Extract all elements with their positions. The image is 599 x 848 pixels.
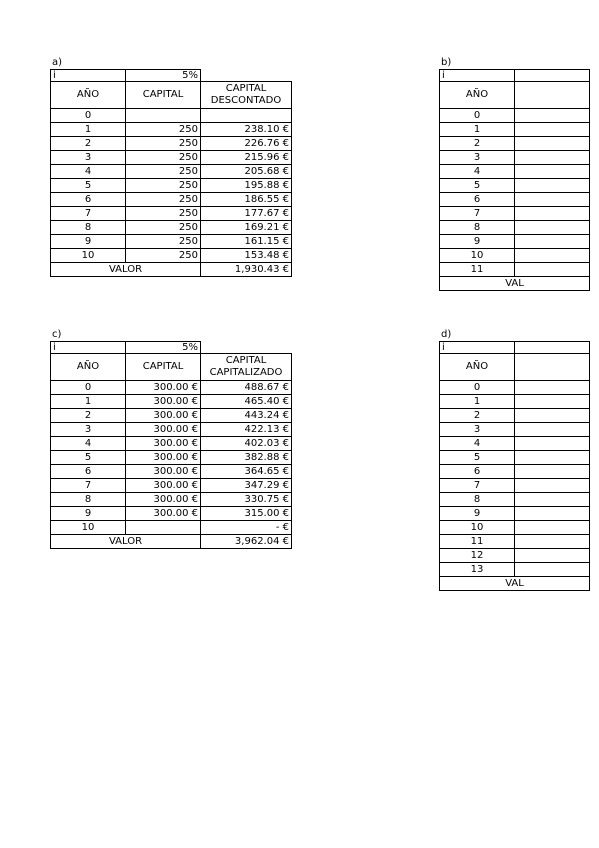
total-label: VALOR xyxy=(51,263,201,277)
table-row xyxy=(51,423,292,437)
value-cell: 169.21 € xyxy=(201,221,292,235)
table-row xyxy=(440,451,590,465)
table-row xyxy=(440,179,590,193)
table-d-clip xyxy=(439,341,524,611)
year-cell: 0 xyxy=(51,381,126,395)
column-header-capital: CAPITAL xyxy=(126,82,201,109)
table-row xyxy=(51,165,292,179)
capital-cell: 250 xyxy=(126,151,201,165)
value-cell: 488.67 € xyxy=(201,381,292,395)
capital-cell: 250 xyxy=(126,249,201,263)
value-cell: 177.67 € xyxy=(201,207,292,221)
table-c xyxy=(50,341,292,549)
table-row xyxy=(440,381,590,395)
capital-cell: 250 xyxy=(126,193,201,207)
year-cell: 9 xyxy=(51,507,126,521)
year-cell: 1 xyxy=(51,395,126,409)
capital-cell xyxy=(515,263,590,277)
value-cell: 205.68 € xyxy=(201,165,292,179)
capital-cell xyxy=(515,423,590,437)
capital-cell: 300.00 € xyxy=(126,479,201,493)
table-row xyxy=(51,493,292,507)
table-row xyxy=(51,451,292,465)
empty-cell xyxy=(201,70,292,82)
table-row xyxy=(440,507,590,521)
year-cell: 2 xyxy=(440,137,515,151)
total-row xyxy=(51,263,292,277)
table-row xyxy=(440,549,590,563)
capital-cell xyxy=(515,207,590,221)
table-row xyxy=(440,563,590,577)
rate-row xyxy=(440,70,590,82)
table-row xyxy=(51,521,292,535)
capital-cell xyxy=(515,521,590,535)
capital-cell: 300.00 € xyxy=(126,507,201,521)
year-cell: 8 xyxy=(440,493,515,507)
capital-cell: 250 xyxy=(126,165,201,179)
total-row xyxy=(440,577,590,591)
value-cell: 382.88 € xyxy=(201,451,292,465)
column-header-year: AÑO xyxy=(440,82,515,109)
year-cell: 0 xyxy=(440,381,515,395)
year-cell: 9 xyxy=(51,235,126,249)
year-cell: 4 xyxy=(440,165,515,179)
year-cell: 8 xyxy=(51,221,126,235)
year-cell: 2 xyxy=(51,137,126,151)
value-cell: 402.03 € xyxy=(201,437,292,451)
capital-cell xyxy=(515,493,590,507)
year-cell: 1 xyxy=(440,123,515,137)
column-header-year: AÑO xyxy=(51,354,126,381)
rate-label: i xyxy=(440,70,515,82)
value-cell: 422.13 € xyxy=(201,423,292,437)
year-cell: 11 xyxy=(440,263,515,277)
value-cell: 186.55 € xyxy=(201,193,292,207)
capital-cell xyxy=(515,193,590,207)
capital-cell: 250 xyxy=(126,221,201,235)
year-cell: 0 xyxy=(440,109,515,123)
header-row xyxy=(51,82,292,109)
table-row xyxy=(440,263,590,277)
capital-cell xyxy=(515,549,590,563)
value-cell: 315.00 € xyxy=(201,507,292,521)
rate-value xyxy=(515,342,590,354)
table-row xyxy=(51,151,292,165)
total-label: VAL xyxy=(440,277,590,291)
capital-cell xyxy=(515,535,590,549)
table-row xyxy=(51,137,292,151)
capital-cell: 300.00 € xyxy=(126,381,201,395)
header-row xyxy=(440,82,590,109)
rate-label: i xyxy=(51,70,126,82)
table-row xyxy=(440,395,590,409)
year-cell: 2 xyxy=(51,409,126,423)
table-row xyxy=(440,207,590,221)
column-header-value: CAPITAL CAPITALIZADO xyxy=(201,354,292,381)
capital-cell: 300.00 € xyxy=(126,423,201,437)
year-cell: 7 xyxy=(51,479,126,493)
section-c-label: c) xyxy=(52,329,62,340)
rate-row xyxy=(51,70,292,82)
capital-cell xyxy=(126,521,201,535)
table-row xyxy=(51,465,292,479)
table-row xyxy=(51,409,292,423)
capital-cell xyxy=(515,123,590,137)
year-cell: 4 xyxy=(51,437,126,451)
table-row xyxy=(51,109,292,123)
value-cell: 238.10 € xyxy=(201,123,292,137)
column-header-capital xyxy=(515,354,590,381)
year-cell: 7 xyxy=(51,207,126,221)
value-cell: 347.29 € xyxy=(201,479,292,493)
capital-cell xyxy=(515,109,590,123)
value-cell: 161.15 € xyxy=(201,235,292,249)
year-cell: 7 xyxy=(440,479,515,493)
section-a-label: a) xyxy=(52,57,63,68)
table-row xyxy=(440,235,590,249)
table-row xyxy=(440,123,590,137)
year-cell: 4 xyxy=(440,437,515,451)
year-cell: 10 xyxy=(51,521,126,535)
year-cell: 13 xyxy=(440,563,515,577)
total-label: VALOR xyxy=(51,535,201,549)
year-cell: 6 xyxy=(51,465,126,479)
table-row xyxy=(440,409,590,423)
capital-cell xyxy=(515,479,590,493)
rate-label: i xyxy=(440,342,515,354)
year-cell: 1 xyxy=(440,395,515,409)
year-cell: 8 xyxy=(51,493,126,507)
capital-cell xyxy=(515,165,590,179)
empty-cell xyxy=(201,342,292,354)
capital-cell xyxy=(515,151,590,165)
table-row xyxy=(51,249,292,263)
year-cell: 5 xyxy=(440,179,515,193)
year-cell: 11 xyxy=(440,535,515,549)
capital-cell xyxy=(515,249,590,263)
year-cell: 3 xyxy=(440,423,515,437)
table-row xyxy=(51,123,292,137)
column-header-capital: CAPITAL xyxy=(126,354,201,381)
table-row xyxy=(440,249,590,263)
year-cell: 3 xyxy=(51,151,126,165)
table-row xyxy=(440,493,590,507)
year-cell: 6 xyxy=(440,465,515,479)
year-cell: 5 xyxy=(51,451,126,465)
capital-cell: 300.00 € xyxy=(126,465,201,479)
year-cell: 3 xyxy=(51,423,126,437)
value-cell: 153.48 € xyxy=(201,249,292,263)
capital-cell: 250 xyxy=(126,137,201,151)
capital-cell xyxy=(515,507,590,521)
value-cell: 215.96 € xyxy=(201,151,292,165)
capital-cell: 300.00 € xyxy=(126,451,201,465)
year-cell: 9 xyxy=(440,235,515,249)
table-row xyxy=(440,423,590,437)
capital-cell xyxy=(515,437,590,451)
capital-cell xyxy=(515,137,590,151)
table-row xyxy=(51,193,292,207)
header-row xyxy=(51,354,292,381)
rate-label: i xyxy=(51,342,126,354)
capital-cell: 250 xyxy=(126,179,201,193)
table-row xyxy=(440,151,590,165)
capital-cell: 250 xyxy=(126,235,201,249)
capital-cell xyxy=(126,109,201,123)
year-cell: 10 xyxy=(440,249,515,263)
year-cell: 8 xyxy=(440,221,515,235)
table-a xyxy=(50,69,292,277)
year-cell: 9 xyxy=(440,507,515,521)
table-row xyxy=(440,193,590,207)
capital-cell xyxy=(515,451,590,465)
rate-value: 5% xyxy=(126,70,201,82)
capital-cell: 250 xyxy=(126,207,201,221)
total-value: 1,930.43 € xyxy=(201,263,292,277)
year-cell: 0 xyxy=(51,109,126,123)
year-cell: 2 xyxy=(440,409,515,423)
table-b xyxy=(439,69,590,291)
value-cell: 465.40 € xyxy=(201,395,292,409)
table-row xyxy=(51,395,292,409)
year-cell: 3 xyxy=(440,151,515,165)
section-b-label: b) xyxy=(441,57,452,68)
capital-cell: 300.00 € xyxy=(126,437,201,451)
table-row xyxy=(51,381,292,395)
table-row xyxy=(440,479,590,493)
value-cell: 443.24 € xyxy=(201,409,292,423)
capital-cell: 300.00 € xyxy=(126,409,201,423)
table-row xyxy=(440,109,590,123)
table-row xyxy=(51,207,292,221)
year-cell: 6 xyxy=(440,193,515,207)
capital-cell xyxy=(515,179,590,193)
table-row xyxy=(440,137,590,151)
column-header-capital xyxy=(515,82,590,109)
table-b-clip xyxy=(439,69,524,309)
table-d xyxy=(439,341,590,591)
column-header-year: AÑO xyxy=(440,354,515,381)
table-row xyxy=(51,437,292,451)
rate-row xyxy=(440,342,590,354)
column-header-value: CAPITAL DESCONTADO xyxy=(201,82,292,109)
table-row xyxy=(440,535,590,549)
table-row xyxy=(440,437,590,451)
rate-value xyxy=(515,70,590,82)
value-cell: 195.88 € xyxy=(201,179,292,193)
section-d-label: d) xyxy=(441,329,452,340)
year-cell: 12 xyxy=(440,549,515,563)
value-cell: 330.75 € xyxy=(201,493,292,507)
year-cell: 5 xyxy=(440,451,515,465)
rate-value: 5% xyxy=(126,342,201,354)
table-row xyxy=(51,507,292,521)
value-cell: - € xyxy=(201,521,292,535)
year-cell: 4 xyxy=(51,165,126,179)
capital-cell: 300.00 € xyxy=(126,395,201,409)
capital-cell xyxy=(515,563,590,577)
capital-cell xyxy=(515,465,590,479)
table-row xyxy=(440,165,590,179)
total-value: 3,962.04 € xyxy=(201,535,292,549)
rate-row xyxy=(51,342,292,354)
value-cell: 226.76 € xyxy=(201,137,292,151)
table-row xyxy=(440,221,590,235)
table-row xyxy=(51,479,292,493)
total-row xyxy=(440,277,590,291)
total-row xyxy=(51,535,292,549)
year-cell: 7 xyxy=(440,207,515,221)
capital-cell xyxy=(515,409,590,423)
year-cell: 1 xyxy=(51,123,126,137)
column-header-year: AÑO xyxy=(51,82,126,109)
total-label: VAL xyxy=(440,577,590,591)
table-row xyxy=(440,521,590,535)
table-row xyxy=(440,465,590,479)
table-row xyxy=(51,179,292,193)
capital-cell xyxy=(515,395,590,409)
capital-cell xyxy=(515,235,590,249)
header-row xyxy=(440,354,590,381)
capital-cell xyxy=(515,221,590,235)
capital-cell: 300.00 € xyxy=(126,493,201,507)
capital-cell xyxy=(515,381,590,395)
year-cell: 10 xyxy=(51,249,126,263)
value-cell: 364.65 € xyxy=(201,465,292,479)
capital-cell: 250 xyxy=(126,123,201,137)
year-cell: 5 xyxy=(51,179,126,193)
year-cell: 10 xyxy=(440,521,515,535)
table-row xyxy=(51,221,292,235)
year-cell: 6 xyxy=(51,193,126,207)
table-row xyxy=(51,235,292,249)
value-cell xyxy=(201,109,292,123)
